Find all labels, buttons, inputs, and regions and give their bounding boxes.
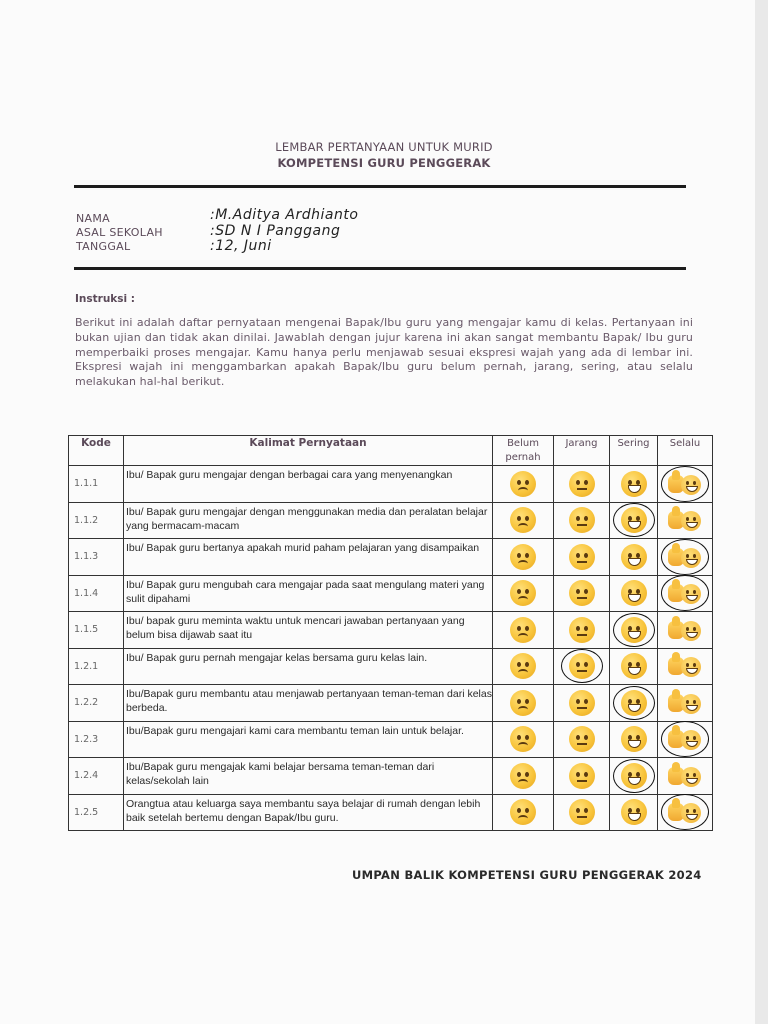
header-sering: Sering <box>610 436 658 466</box>
thumbs-up-face-icon <box>668 544 702 570</box>
bottom-divider <box>74 267 686 270</box>
header-belum-pernah: Belum pernah <box>493 436 554 466</box>
answer-selalu[interactable] <box>658 539 713 576</box>
row-code: 1.2.3 <box>69 721 124 758</box>
answer-sering[interactable] <box>610 758 658 795</box>
answer-belum[interactable] <box>493 721 554 758</box>
row-code: 1.2.4 <box>69 758 124 795</box>
footer-title: UMPAN BALIK KOMPETENSI GURU PENGGERAK 2024 <box>352 868 702 882</box>
grinning-face-icon <box>621 763 647 789</box>
date-label: TANGGAL <box>76 240 131 253</box>
sad-face-icon <box>510 507 536 533</box>
answer-sering[interactable] <box>610 721 658 758</box>
name-label: NAMA <box>76 212 110 225</box>
answer-sering[interactable] <box>610 612 658 649</box>
row-statement: Ibu/ Bapak guru mengubah cara mengajar pada saat mengulang materi yang sulit dipahami <box>124 575 493 612</box>
thumbs-up-face-icon <box>668 617 702 643</box>
row-statement: Ibu/ bapak guru meminta waktu untuk mencari jawaban pertanyaan yang belum bisa dijawab saat itu <box>124 612 493 649</box>
table-row <box>69 502 713 539</box>
neutral-face-icon <box>569 726 595 752</box>
grinning-face-icon <box>621 580 647 606</box>
thumbs-up-face-icon <box>668 507 702 533</box>
instructions-text: Berikut ini adalah daftar pernyataan mengenai Bapak/Ibu guru yang mengajar kamu di kelas. Pertanyaan ini bukan ujian dan tidak akan dinilai. Jawablah dengan jujur karena ini akan sangat membantu Bapak/ Ibu guru memperbaiki proses mengajar. Kamu hanya perlu menjawab sesuai ekspresi wajah yang ada di lembar ini. Ekspresi wajah ini menggambarkan apakah Bapak/Ibu guru belum pernah, jarang, sering, atau selalu melakukan hal-hal berikut. <box>75 316 693 389</box>
neutral-face-icon <box>569 653 595 679</box>
answer-sering[interactable] <box>610 539 658 576</box>
answer-jarang[interactable] <box>554 685 610 722</box>
answer-selalu[interactable] <box>658 721 713 758</box>
row-code: 1.1.2 <box>69 502 124 539</box>
row-statement: Ibu/Bapak guru membantu atau menjawab pertanyaan teman-teman dari kelas berbeda. <box>124 685 493 722</box>
answer-selalu[interactable] <box>658 685 713 722</box>
grinning-face-icon <box>621 471 647 497</box>
answer-jarang[interactable] <box>554 539 610 576</box>
answer-belum[interactable] <box>493 794 554 831</box>
thumbs-up-face-icon <box>668 763 702 789</box>
table-row <box>69 612 713 649</box>
answer-belum[interactable] <box>493 758 554 795</box>
answer-belum[interactable] <box>493 685 554 722</box>
answer-belum[interactable] <box>493 648 554 685</box>
thumbs-up-face-icon <box>668 690 702 716</box>
answer-jarang[interactable] <box>554 758 610 795</box>
answer-sering[interactable] <box>610 648 658 685</box>
neutral-face-icon <box>569 617 595 643</box>
neutral-face-icon <box>569 580 595 606</box>
grinning-face-icon <box>621 507 647 533</box>
row-statement: Ibu/ Bapak guru mengajar dengan berbagai cara yang menyenangkan <box>124 466 493 503</box>
answer-selalu[interactable] <box>658 575 713 612</box>
sad-face-icon <box>510 763 536 789</box>
neutral-face-icon <box>569 471 595 497</box>
sad-face-icon <box>510 580 536 606</box>
questionnaire-table <box>68 435 713 831</box>
neutral-face-icon <box>569 690 595 716</box>
answer-selalu[interactable] <box>658 794 713 831</box>
answer-sering[interactable] <box>610 502 658 539</box>
row-statement: Ibu/Bapak guru mengajak kami belajar bersama teman-teman dari kelas/sekolah lain <box>124 758 493 795</box>
sad-face-icon <box>510 653 536 679</box>
sad-face-icon <box>510 544 536 570</box>
answer-belum[interactable] <box>493 575 554 612</box>
grinning-face-icon <box>621 690 647 716</box>
table-row <box>69 466 713 503</box>
grinning-face-icon <box>621 544 647 570</box>
row-code: 1.2.1 <box>69 648 124 685</box>
row-statement: Ibu/Bapak guru mengajari kami cara membantu teman lain untuk belajar. <box>124 721 493 758</box>
document-title: LEMBAR PERTANYAAN UNTUK MURID <box>275 140 493 154</box>
row-statement: Ibu/ Bapak guru bertanya apakah murid paham pelajaran yang disampaikan <box>124 539 493 576</box>
table-row <box>69 721 713 758</box>
row-code: 1.1.5 <box>69 612 124 649</box>
sad-face-icon <box>510 690 536 716</box>
answer-selalu[interactable] <box>658 466 713 503</box>
answer-belum[interactable] <box>493 502 554 539</box>
school-label: ASAL SEKOLAH <box>76 226 163 239</box>
top-divider <box>74 185 686 188</box>
name-handwritten-value: :M.Aditya Ardhianto <box>210 207 359 223</box>
thumbs-up-face-icon <box>668 471 702 497</box>
row-code: 1.1.1 <box>69 466 124 503</box>
table-row <box>69 648 713 685</box>
row-statement: Orangtua atau keluarga saya membantu saya belajar di rumah dengan lebih baik setelah bertemu dengan Bapak/Ibu guru. <box>124 794 493 831</box>
answer-jarang[interactable] <box>554 648 610 685</box>
answer-sering[interactable] <box>610 794 658 831</box>
thumbs-up-face-icon <box>668 726 702 752</box>
sad-face-icon <box>510 471 536 497</box>
answer-belum[interactable] <box>493 539 554 576</box>
answer-belum[interactable] <box>493 466 554 503</box>
answer-selalu[interactable] <box>658 502 713 539</box>
header-kode: Kode <box>69 436 124 466</box>
answer-jarang[interactable] <box>554 612 610 649</box>
table-row <box>69 539 713 576</box>
instructions-heading: Instruksi : <box>75 293 135 305</box>
answer-jarang[interactable] <box>554 794 610 831</box>
grinning-face-icon <box>621 799 647 825</box>
answer-jarang[interactable] <box>554 466 610 503</box>
thumbs-up-face-icon <box>668 653 702 679</box>
header-selalu: Selalu <box>658 436 713 466</box>
answer-belum[interactable] <box>493 612 554 649</box>
sad-face-icon <box>510 726 536 752</box>
row-code: 1.2.2 <box>69 685 124 722</box>
thumbs-up-face-icon <box>668 799 702 825</box>
answer-jarang[interactable] <box>554 575 610 612</box>
answer-jarang[interactable] <box>554 502 610 539</box>
answer-selalu[interactable] <box>658 648 713 685</box>
header-jarang: Jarang <box>554 436 610 466</box>
grinning-face-icon <box>621 617 647 643</box>
answer-sering[interactable] <box>610 466 658 503</box>
table-row <box>69 794 713 831</box>
sad-face-icon <box>510 799 536 825</box>
neutral-face-icon <box>569 507 595 533</box>
answer-selalu[interactable] <box>658 758 713 795</box>
answer-sering[interactable] <box>610 685 658 722</box>
row-code: 1.1.4 <box>69 575 124 612</box>
row-code: 1.2.5 <box>69 794 124 831</box>
neutral-face-icon <box>569 799 595 825</box>
neutral-face-icon <box>569 544 595 570</box>
sad-face-icon <box>510 617 536 643</box>
document-subtitle: KOMPETENSI GURU PENGGERAK <box>277 156 491 170</box>
school-handwritten-value: :SD N I Panggang <box>210 223 341 239</box>
answer-jarang[interactable] <box>554 721 610 758</box>
grinning-face-icon <box>621 653 647 679</box>
grinning-face-icon <box>621 726 647 752</box>
row-statement: Ibu/ Bapak guru pernah mengajar kelas bersama guru kelas lain. <box>124 648 493 685</box>
row-code: 1.1.3 <box>69 539 124 576</box>
answer-sering[interactable] <box>610 575 658 612</box>
table-row <box>69 758 713 795</box>
neutral-face-icon <box>569 763 595 789</box>
answer-selalu[interactable] <box>658 612 713 649</box>
row-statement: Ibu/ Bapak guru mengajar dengan menggunakan media dan peralatan belajar yang bermacam-macam <box>124 502 493 539</box>
table-row <box>69 685 713 722</box>
date-handwritten-value: :12, Juni <box>210 238 272 254</box>
header-kalimat: Kalimat Pernyataan <box>124 436 493 466</box>
table-row <box>69 575 713 612</box>
thumbs-up-face-icon <box>668 580 702 606</box>
